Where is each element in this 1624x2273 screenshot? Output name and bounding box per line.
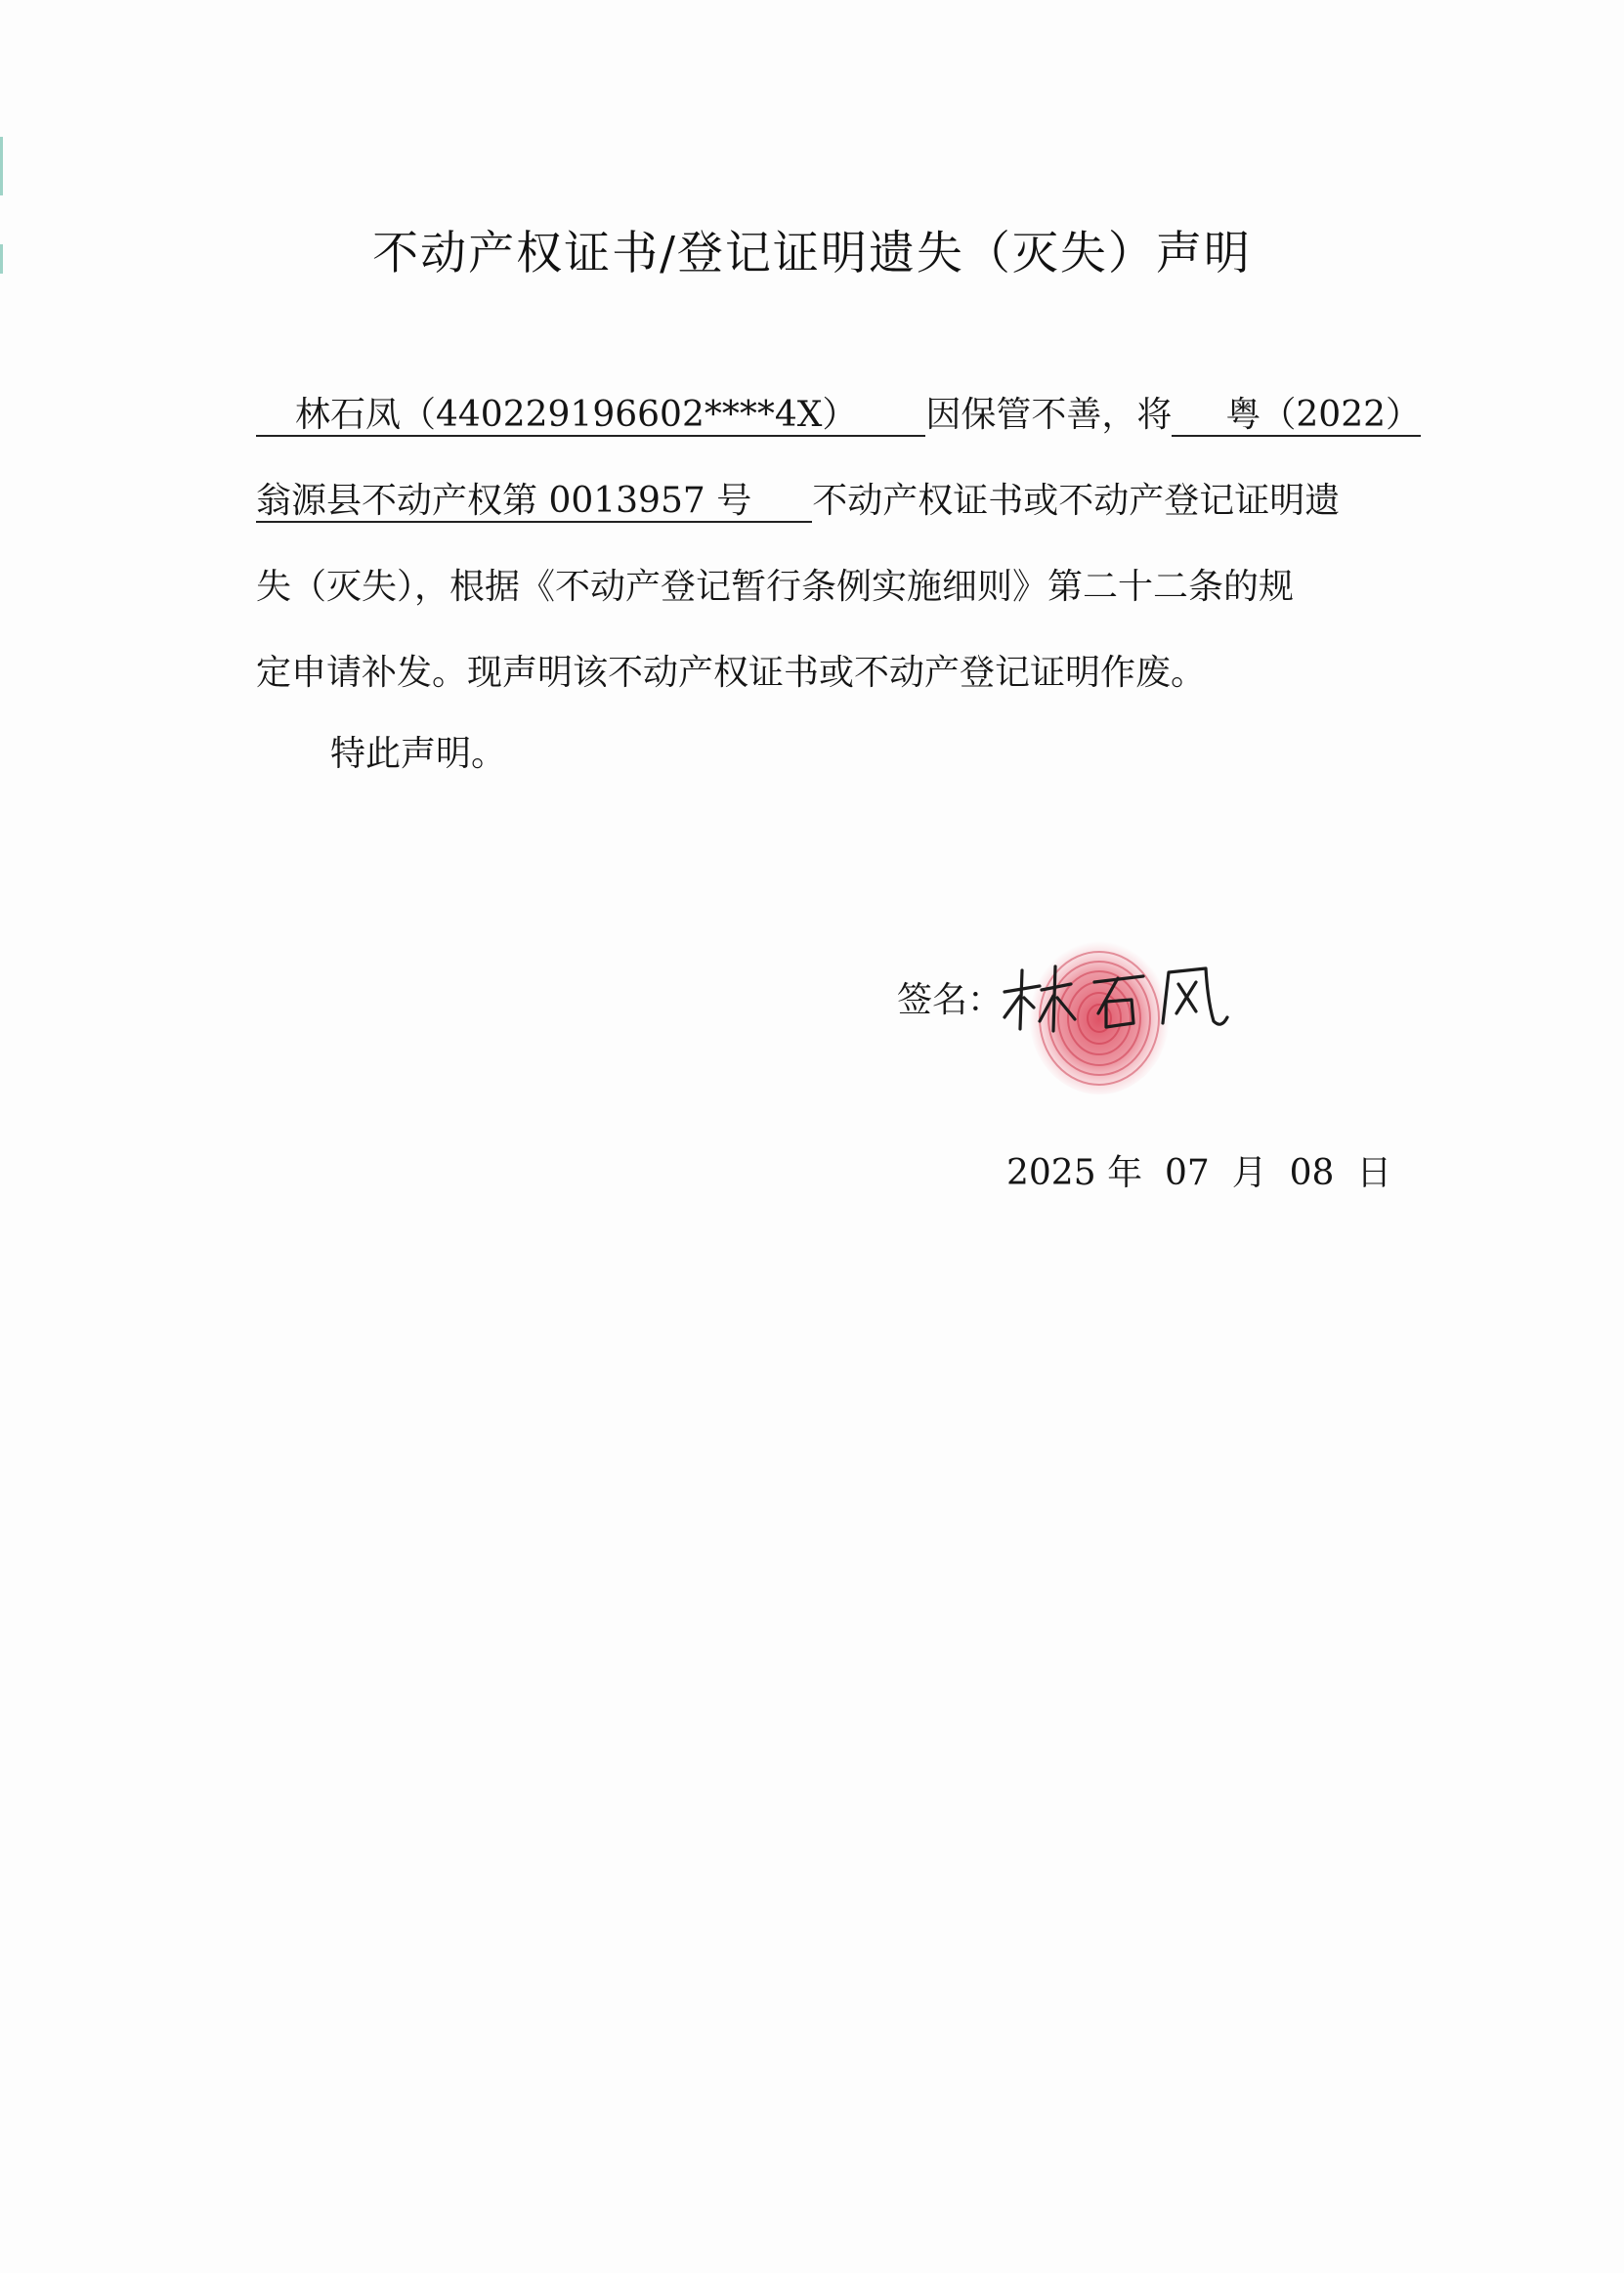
date-day-unit: 日 bbox=[1356, 1153, 1392, 1193]
statement-line-3: 失（灭失），根据《不动产登记暂行条例实施细则》第二十二条的规 bbox=[256, 567, 1295, 607]
statement-line-4: 定申请补发。现声明该不动产权证书或不动产登记证明作废。 bbox=[256, 653, 1207, 693]
statement-text-2: 不动产权证书或不动产登记证明遗 bbox=[812, 481, 1341, 521]
certificate-prefix: 粤（2022） bbox=[1225, 395, 1422, 435]
signature-label: 签名： bbox=[897, 980, 1004, 1020]
statement-line-2 bbox=[256, 458, 1340, 544]
date-day: 08 bbox=[1289, 1153, 1335, 1193]
statement-date bbox=[1006, 1145, 1391, 1195]
date-year: 2025 bbox=[1006, 1153, 1096, 1193]
date-year-unit: 年 bbox=[1107, 1153, 1143, 1193]
certificate-number-part2 bbox=[256, 482, 812, 523]
scan-edge-mark bbox=[0, 137, 3, 195]
statement-line-1 bbox=[256, 372, 1421, 458]
certificate-number: 翁源县不动产权第 0013957 号 bbox=[256, 481, 752, 521]
certificate-number-part1 bbox=[1172, 396, 1421, 437]
handwritten-signature bbox=[997, 953, 1231, 1041]
owner-underlined bbox=[256, 396, 925, 437]
date-month: 07 bbox=[1164, 1153, 1210, 1193]
owner-name-id: 林石凤（440229196602****4X） bbox=[295, 395, 858, 435]
reason-text: 因保管不善，将 bbox=[925, 395, 1173, 435]
date-month-unit: 月 bbox=[1231, 1153, 1267, 1193]
closing-statement: 特此声明。 bbox=[330, 734, 507, 774]
document-title: 不动产权证书/登记证明遗失（灭失）声明 bbox=[372, 227, 1252, 280]
